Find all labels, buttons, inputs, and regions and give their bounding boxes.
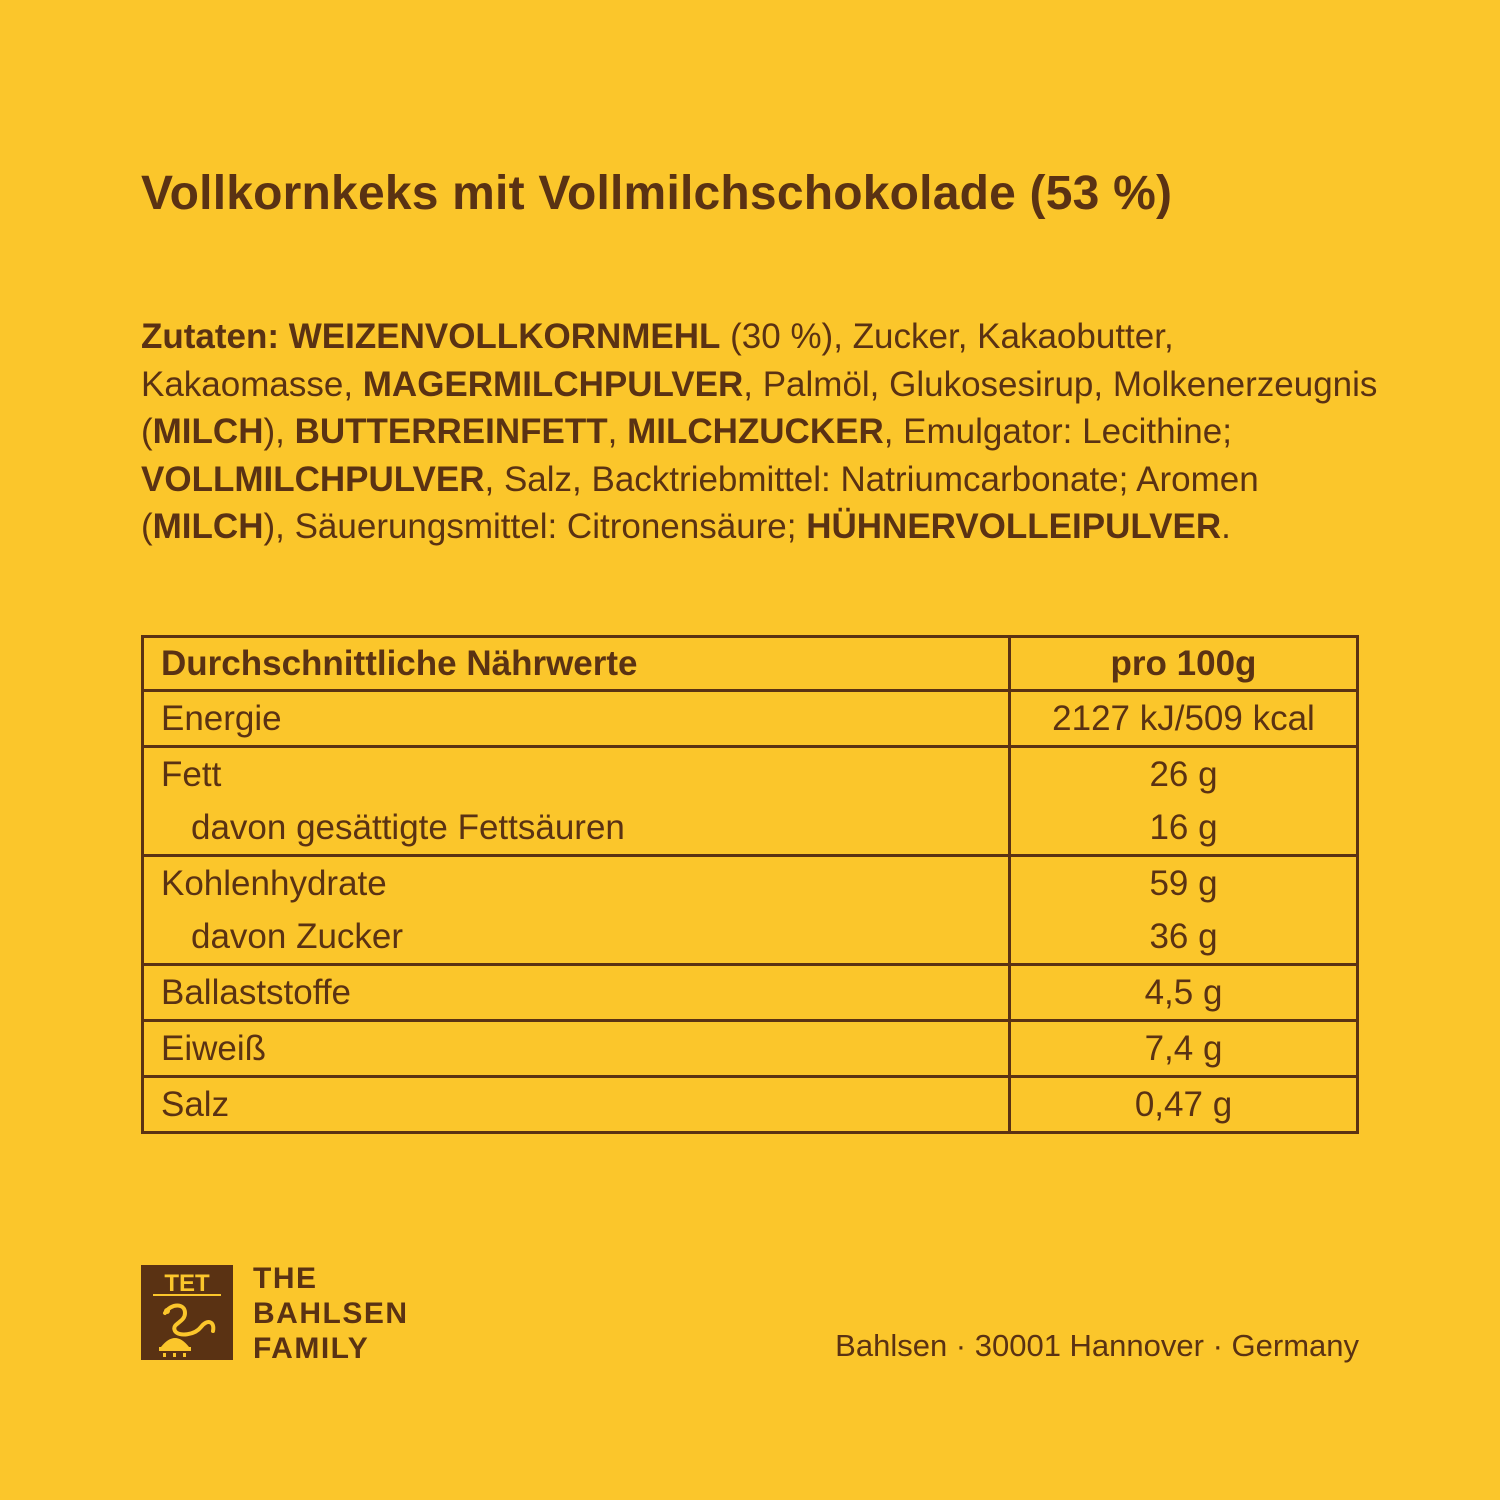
nutrition-header-name: Durchschnittliche Nährwerte [161, 644, 638, 683]
ingredient-allergen: Zutaten: WEIZENVOLLKORNMEHL [141, 317, 721, 356]
nutrient-name: Fett [161, 755, 222, 794]
logo-wordmark [253, 1261, 409, 1366]
logo-line-1: THE [253, 1262, 318, 1295]
ingredient-text: , [607, 412, 628, 451]
ingredient-text: ), Säuerungsmittel: Citronensäure; [263, 507, 807, 546]
bahlsen-family-logo [141, 1262, 409, 1366]
logo-line-2: BAHLSEN [253, 1297, 409, 1330]
nutrition-header-value: pro 100g [1110, 644, 1257, 683]
nutrient-name: davon gesättigte Fettsäuren [191, 808, 625, 847]
nutrient-value: 0,47 g [1134, 1085, 1233, 1124]
nutrition-table [141, 635, 1359, 1134]
nutrition-row [144, 1075, 1356, 1131]
logo-letters: TET [164, 1270, 210, 1297]
ingredient-text: . [1221, 507, 1231, 546]
ingredients-list [141, 313, 1381, 551]
manufacturer-address: Bahlsen · 30001 Hannover · Germany [835, 1328, 1359, 1363]
ingredient-allergen: HÜHNERVOLLEIPULVER [806, 507, 1222, 546]
ingredient-text: ), [263, 412, 295, 451]
nutrition-row [144, 745, 1356, 854]
nutrient-value: 36 g [1149, 917, 1218, 956]
nutrition-row [144, 854, 1356, 963]
nutrition-row [144, 689, 1356, 745]
nutrient-name: Energie [161, 699, 282, 738]
nutrient-name: davon Zucker [191, 917, 404, 956]
ingredient-allergen: BUTTERREINFETT [294, 412, 608, 451]
nutrition-header-row [144, 638, 1356, 689]
ingredient-allergen: VOLLMILCHPULVER [141, 459, 485, 499]
nutrition-row [144, 963, 1356, 1019]
product-title: Vollkornkeks mit Vollmilchschokolade (53 %) [141, 167, 1173, 220]
nutrient-value: 59 g [1149, 864, 1218, 903]
ingredient-allergen: MILCH [152, 412, 264, 451]
ingredient-allergen: MILCH [152, 507, 264, 546]
nutrient-value: 16 g [1149, 808, 1218, 847]
ingredient-text: , Salz, Backtriebmittel: Natriumcarbonate; Aromen ( [141, 459, 1259, 546]
nutrient-name: Ballaststoffe [161, 973, 352, 1012]
ingredient-allergen: MILCHZUCKER [627, 412, 884, 451]
nutrient-value: 7,4 g [1144, 1029, 1223, 1068]
nutrition-row [144, 1019, 1356, 1075]
nutrient-name: Salz [161, 1085, 230, 1124]
bahlsen-emblem-icon [141, 1265, 233, 1360]
ingredient-text: , Emulgator: Lecithine; [883, 412, 1232, 451]
nutrient-value: 4,5 g [1144, 973, 1223, 1012]
nutrient-name: Kohlenhydrate [161, 864, 387, 903]
nutrient-value: 2127 kJ/509 kcal [1052, 699, 1315, 738]
nutrient-name: Eiweiß [161, 1029, 267, 1068]
ingredient-allergen: MAGERMILCHPULVER [362, 364, 744, 404]
ingredient-text: (30 %), Zucker, Kakaobutter, Kakaomasse, [141, 317, 1174, 404]
logo-line-3: FAMILY [253, 1332, 370, 1365]
ingredient-text: , Palmöl, Glukosesirup, Molkenerzeugnis ( [141, 364, 1378, 451]
nutrient-value: 26 g [1149, 755, 1218, 794]
